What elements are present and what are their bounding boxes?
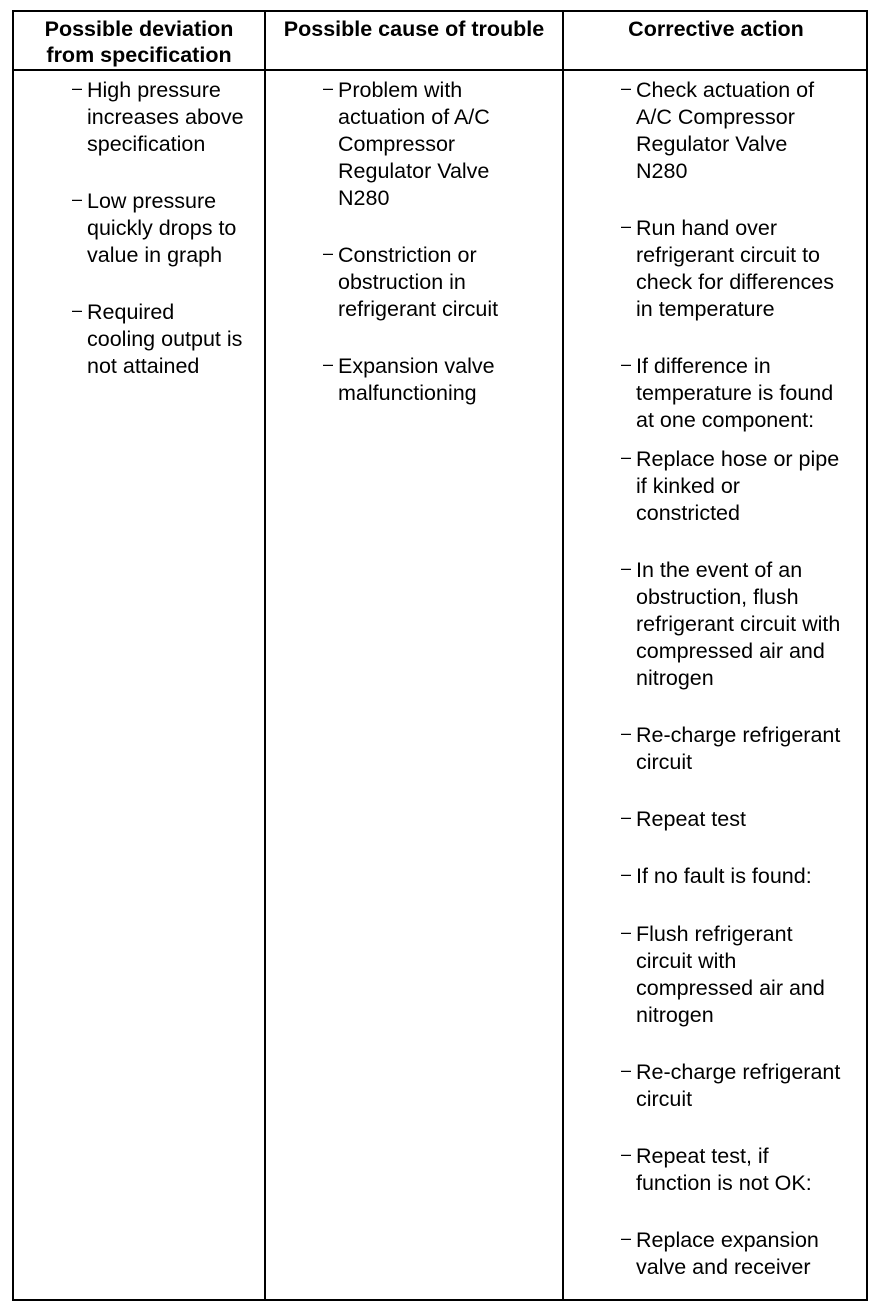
action-item: – Replace hose or pipe if kinked or constricted: [621, 447, 840, 525]
header-deviation: Possible deviation from specification: [44, 17, 234, 67]
header-cause: Possible cause of trouble: [283, 17, 545, 41]
action-item: – Re-charge refrigerant circuit: [621, 1060, 841, 1111]
cause-item: – Constriction or obstruction in refrigerant circuit: [323, 243, 499, 321]
header-action: Corrective action: [628, 17, 804, 41]
action-item: – Re-charge refrigerant circuit: [621, 723, 841, 774]
action-item: – Run hand over refrigerant circuit to check for differences in temperature: [621, 216, 834, 321]
deviation-item: – Low pressure quickly drops to value in graph: [72, 189, 237, 267]
cause-item: – Expansion valve malfunctioning: [323, 354, 495, 405]
column-divider-2: [562, 12, 564, 1299]
action-item: – If no fault is found:: [621, 864, 812, 888]
action-item: – Check actuation of A/C Compressor Regulator Valve N280: [621, 78, 815, 183]
column-divider-1: [264, 12, 266, 1299]
action-item: – Repeat test, if function is not OK:: [621, 1144, 812, 1195]
action-item: – If difference in temperature is found at one component:: [621, 354, 834, 432]
cause-item: – Problem with actuation of A/C Compressor Regulator Valve N280: [323, 78, 490, 210]
action-item: – In the event of an obstruction, flush refrigerant circuit with compressed air and nitrogen: [621, 558, 841, 690]
action-item: – Flush refrigerant circuit with compressed air and nitrogen: [621, 922, 825, 1027]
action-item: – Repeat test: [621, 807, 746, 831]
deviation-item: – Required cooling output is not attained: [72, 300, 243, 378]
deviation-item: – High pressure increases above specification: [72, 78, 244, 156]
troubleshooting-table: [12, 10, 868, 1301]
action-item: – Replace expansion valve and receiver: [621, 1228, 819, 1279]
